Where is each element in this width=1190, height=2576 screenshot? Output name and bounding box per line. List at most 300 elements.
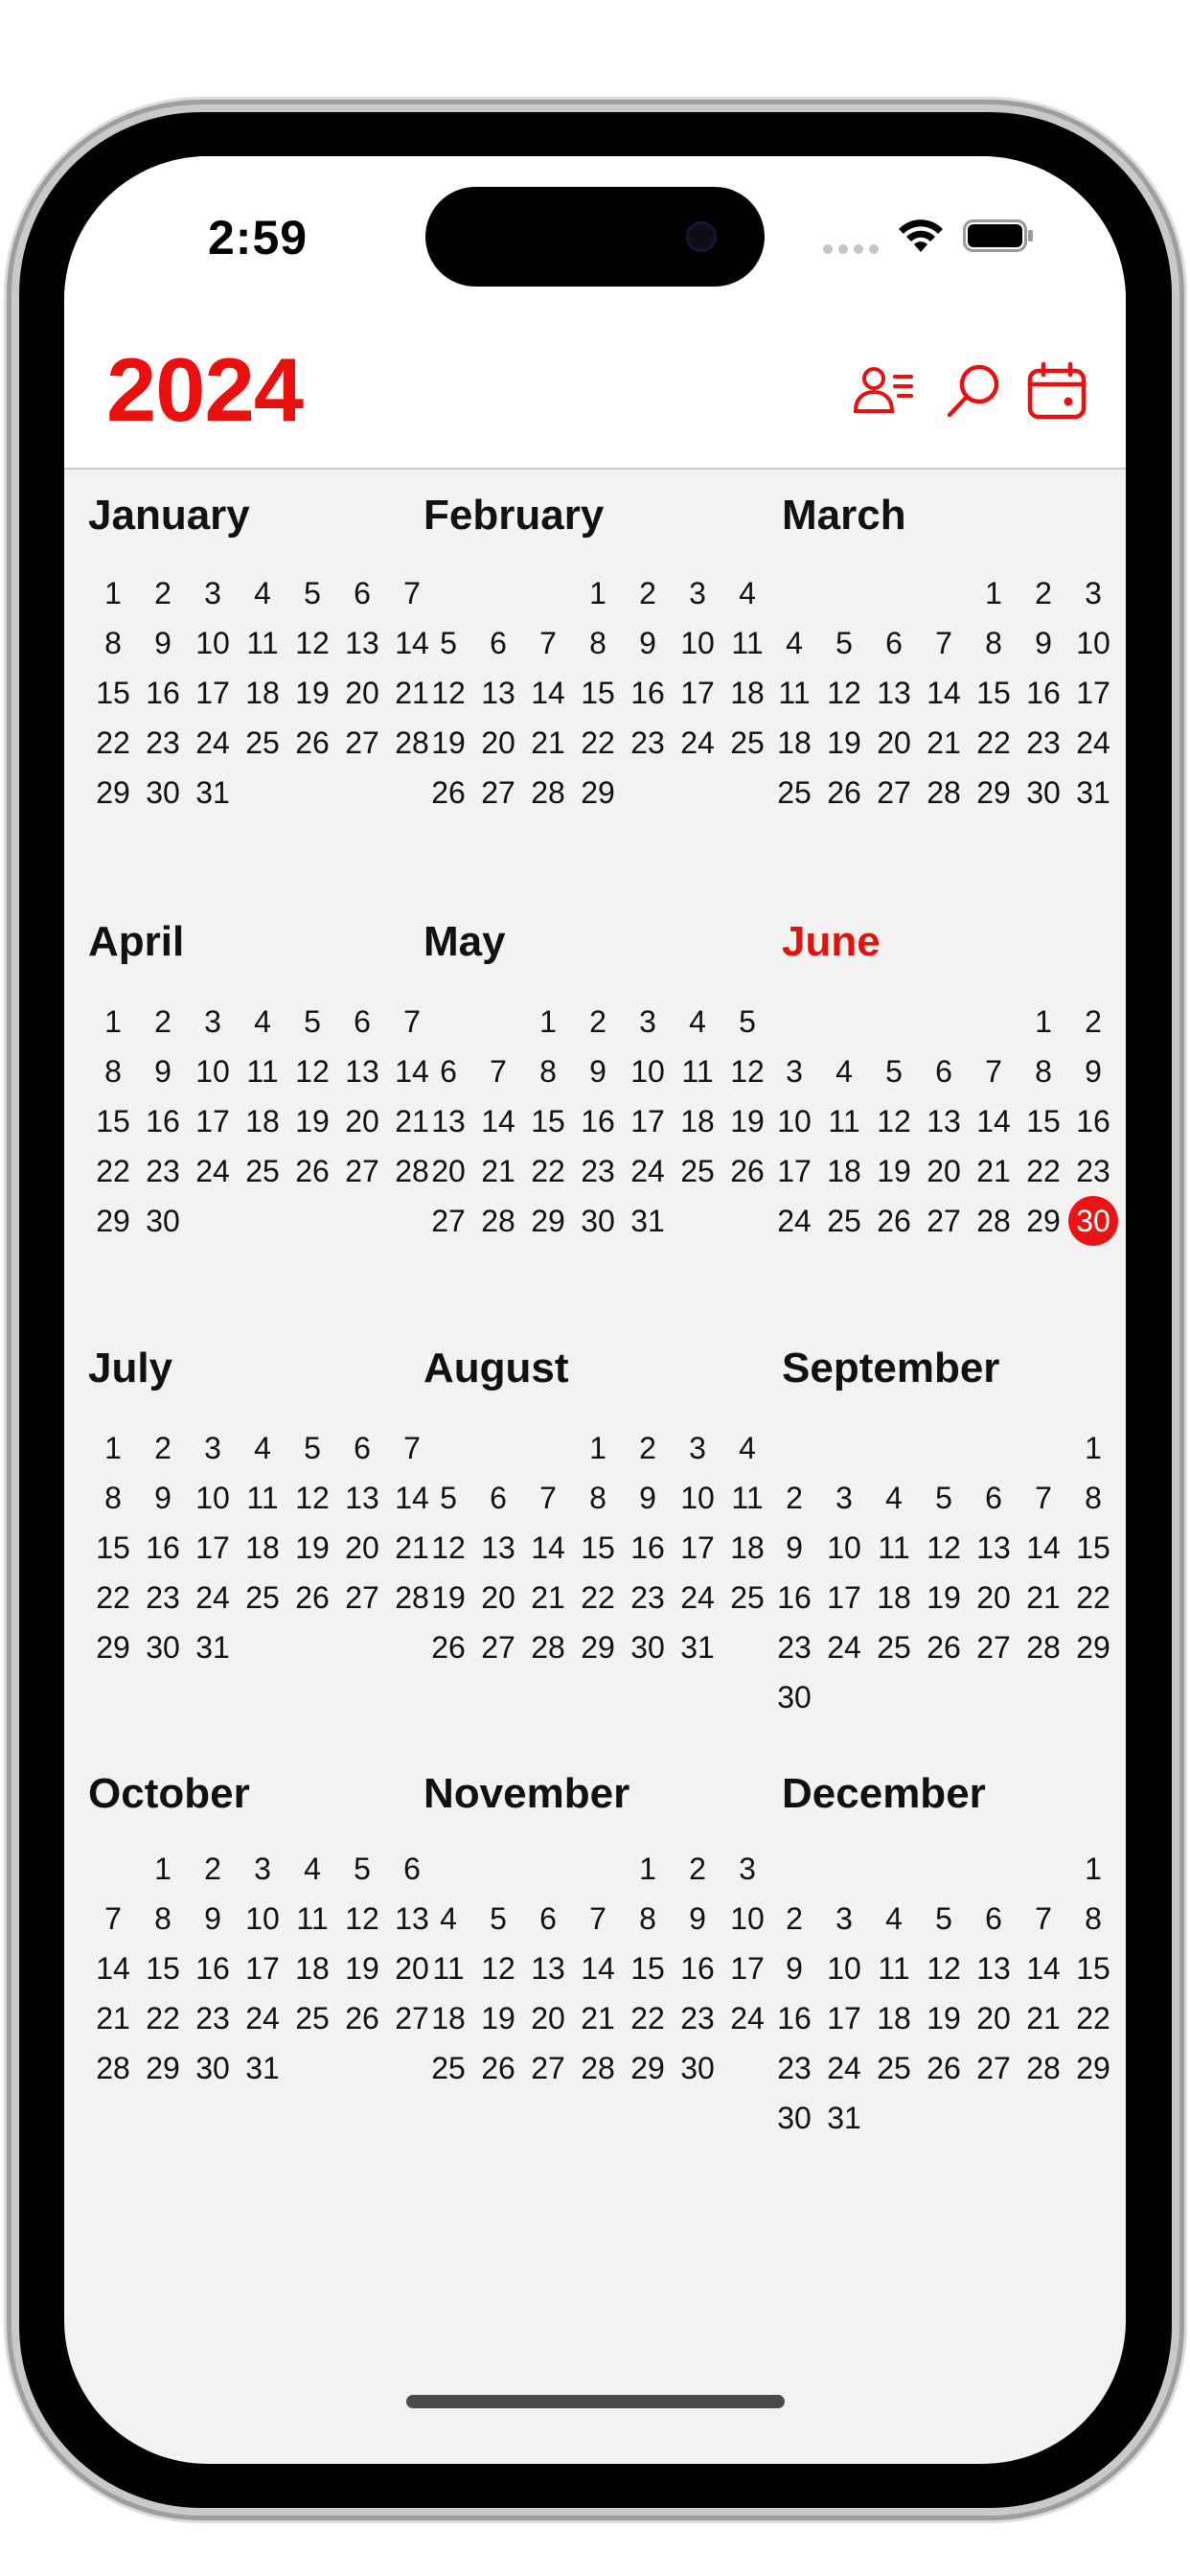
day-cell[interactable]: 3 — [204, 1003, 221, 1039]
day-cell[interactable]: 17 — [680, 675, 715, 710]
day-cell[interactable]: 17 — [827, 1579, 861, 1615]
day-cell[interactable]: 11 — [778, 675, 811, 710]
day-cell[interactable]: 18 — [777, 724, 812, 760]
day-cell[interactable]: 1 — [104, 1003, 122, 1039]
day-cell[interactable]: 11 — [731, 1480, 764, 1515]
day-cell[interactable]: 20 — [976, 1579, 1011, 1615]
day-cell[interactable]: 29 — [96, 1629, 130, 1665]
day-cell[interactable]: 1 — [589, 575, 606, 610]
day-cell[interactable]: 28 — [481, 1203, 515, 1238]
month-title[interactable]: September — [782, 1345, 1000, 1392]
day-cell[interactable]: 31 — [827, 2100, 861, 2135]
day-cell[interactable]: 29 — [581, 1629, 615, 1665]
day-cell[interactable]: 20 — [877, 724, 911, 760]
day-cell[interactable]: 3 — [254, 1851, 271, 1886]
day-cell[interactable]: 23 — [146, 1579, 180, 1615]
day-cell[interactable]: 29 — [1076, 2050, 1110, 2085]
day-cell[interactable]: 28 — [531, 1629, 565, 1665]
day-cell[interactable]: 7 — [490, 1053, 507, 1089]
day-cell[interactable]: 13 — [877, 675, 911, 710]
day-cell[interactable]: 31 — [195, 1629, 230, 1665]
day-cell[interactable]: 31 — [1076, 774, 1110, 810]
day-cell[interactable]: 3 — [739, 1851, 756, 1886]
day-cell[interactable]: 1 — [104, 575, 122, 610]
day-cell[interactable]: 5 — [440, 1480, 457, 1515]
day-cell[interactable]: 2 — [154, 575, 172, 610]
day-cell[interactable]: 15 — [581, 1530, 615, 1565]
day-cell[interactable]: 13 — [345, 625, 379, 660]
day-cell[interactable]: 7 — [104, 1900, 122, 1936]
day-cell[interactable]: 19 — [295, 675, 330, 710]
day-cell[interactable]: 19 — [431, 724, 466, 760]
day-cell[interactable]: 3 — [835, 1480, 853, 1515]
day-cell[interactable]: 25 — [730, 724, 765, 760]
day-cell[interactable]: 1 — [539, 1003, 557, 1039]
day-cell[interactable]: 24 — [1076, 724, 1110, 760]
day-cell[interactable]: 25 — [877, 2050, 911, 2085]
day-cell[interactable]: 20 — [481, 724, 515, 760]
day-cell[interactable]: 5 — [739, 1003, 756, 1039]
day-cell[interactable]: 27 — [976, 1629, 1011, 1665]
day-cell[interactable]: 13 — [531, 1950, 565, 1986]
day-cell[interactable]: 9 — [154, 1480, 172, 1515]
day-cell[interactable]: 31 — [195, 774, 230, 810]
day-cell[interactable]: 15 — [1076, 1950, 1110, 1986]
day-cell[interactable]: 27 — [345, 724, 379, 760]
day-cell[interactable]: 27 — [395, 2000, 429, 2036]
day-cell[interactable]: 8 — [589, 625, 606, 660]
day-cell[interactable]: 8 — [1085, 1480, 1102, 1515]
day-cell[interactable]: 15 — [96, 1530, 130, 1565]
day-cell[interactable]: 16 — [630, 675, 665, 710]
day-cell[interactable]: 29 — [581, 774, 615, 810]
day-cell[interactable]: 4 — [254, 575, 271, 610]
day-cell[interactable]: 12 — [827, 675, 861, 710]
day-cell[interactable]: 1 — [589, 1430, 606, 1465]
day-cell[interactable]: 14 — [395, 625, 429, 660]
day-cell[interactable]: 11 — [246, 1053, 279, 1089]
day-cell[interactable]: 11 — [296, 1900, 329, 1936]
day-cell[interactable]: 27 — [345, 1153, 379, 1188]
day-cell[interactable]: 17 — [1076, 675, 1110, 710]
day-cell[interactable]: 26 — [295, 724, 330, 760]
day-cell[interactable]: 2 — [639, 575, 656, 610]
day-cell[interactable]: 4 — [304, 1851, 321, 1886]
day-cell[interactable]: 25 — [245, 1153, 280, 1188]
day-cell[interactable]: 6 — [354, 1430, 371, 1465]
day-cell[interactable]: 11 — [878, 1530, 910, 1565]
day-cell[interactable]: 20 — [345, 675, 379, 710]
day-cell[interactable]: 4 — [739, 1430, 756, 1465]
day-cell[interactable]: 10 — [195, 1053, 230, 1089]
day-cell[interactable]: 11 — [878, 1950, 910, 1986]
day-cell[interactable]: 6 — [490, 1480, 507, 1515]
day-cell[interactable]: 3 — [835, 1900, 853, 1936]
day-cell[interactable]: 13 — [976, 1530, 1011, 1565]
day-cell[interactable]: 28 — [531, 774, 565, 810]
day-cell[interactable]: 19 — [481, 2000, 515, 2036]
day-cell[interactable]: 1 — [985, 575, 1002, 610]
day-cell[interactable]: 10 — [777, 1103, 812, 1138]
day-cell[interactable]: 28 — [927, 774, 961, 810]
day-cell[interactable]: 20 — [481, 1579, 515, 1615]
day-cell[interactable]: 27 — [345, 1579, 379, 1615]
day-cell[interactable]: 28 — [1026, 2050, 1061, 2085]
day-cell[interactable]: 17 — [195, 1530, 230, 1565]
day-cell[interactable]: 19 — [295, 1103, 330, 1138]
day-cell[interactable]: 20 — [431, 1153, 466, 1188]
day-cell[interactable]: 19 — [927, 1579, 961, 1615]
day-cell[interactable]: 3 — [689, 1430, 706, 1465]
month-title[interactable]: August — [423, 1345, 569, 1392]
day-cell[interactable]: 3 — [204, 1430, 221, 1465]
day-cell[interactable]: 21 — [581, 2000, 615, 2036]
day-cell[interactable]: 15 — [531, 1103, 565, 1138]
day-cell[interactable]: 6 — [935, 1053, 952, 1089]
day-cell[interactable]: 22 — [581, 724, 615, 760]
day-cell[interactable]: 2 — [639, 1430, 656, 1465]
day-cell[interactable]: 15 — [630, 1950, 665, 1986]
day-cell[interactable]: 12 — [345, 1900, 379, 1936]
day-cell[interactable]: 21 — [395, 1103, 429, 1138]
day-cell[interactable]: 24 — [630, 1153, 665, 1188]
day-cell[interactable]: 18 — [431, 2000, 466, 2036]
day-cell[interactable]: 13 — [431, 1103, 466, 1138]
day-cell[interactable]: 10 — [680, 625, 715, 660]
day-cell[interactable]: 28 — [1026, 1629, 1061, 1665]
day-cell[interactable]: 12 — [927, 1950, 961, 1986]
day-cell[interactable]: 17 — [195, 675, 230, 710]
day-cell[interactable]: 8 — [589, 1480, 606, 1515]
day-cell[interactable]: 13 — [481, 675, 515, 710]
calendar-icon[interactable] — [1026, 361, 1087, 423]
day-cell[interactable]: 27 — [877, 774, 911, 810]
day-cell[interactable]: 22 — [976, 724, 1011, 760]
day-cell[interactable]: 7 — [403, 1430, 421, 1465]
day-cell[interactable]: 29 — [96, 774, 130, 810]
day-cell[interactable]: 3 — [639, 1003, 656, 1039]
day-cell[interactable]: 13 — [976, 1950, 1011, 1986]
day-cell[interactable]: 9 — [589, 1053, 606, 1089]
day-cell[interactable]: 29 — [976, 774, 1011, 810]
day-cell[interactable]: 29 — [1026, 1203, 1061, 1238]
day-cell[interactable]: 21 — [96, 2000, 130, 2036]
action-button[interactable] — [10, 575, 19, 680]
day-cell[interactable]: 22 — [630, 2000, 665, 2036]
day-cell[interactable]: 10 — [827, 1530, 861, 1565]
day-cell[interactable]: 16 — [1076, 1103, 1110, 1138]
day-cell[interactable]: 2 — [154, 1430, 172, 1465]
day-cell[interactable]: 28 — [395, 724, 429, 760]
day-cell[interactable]: 17 — [630, 1103, 665, 1138]
day-cell[interactable]: 31 — [680, 1629, 715, 1665]
day-cell[interactable]: 22 — [1076, 2000, 1110, 2036]
day-cell[interactable]: 17 — [195, 1103, 230, 1138]
day-cell[interactable]: 30 — [581, 1203, 615, 1238]
search-icon[interactable] — [943, 361, 1004, 423]
day-cell[interactable]: 17 — [777, 1153, 812, 1188]
day-cell[interactable]: 31 — [245, 2050, 280, 2085]
day-cell[interactable]: 2 — [1035, 575, 1052, 610]
day-cell[interactable]: 4 — [786, 625, 803, 660]
day-cell[interactable]: 5 — [885, 1053, 903, 1089]
day-cell[interactable]: 23 — [777, 2050, 812, 2085]
day-cell[interactable]: 5 — [490, 1900, 507, 1936]
day-cell[interactable]: 28 — [976, 1203, 1011, 1238]
day-cell[interactable]: 24 — [777, 1203, 812, 1238]
day-cell[interactable]: 9 — [689, 1900, 706, 1936]
day-cell[interactable]: 26 — [827, 774, 861, 810]
day-cell[interactable]: 25 — [245, 724, 280, 760]
power-button[interactable] — [1171, 882, 1180, 1169]
day-cell[interactable]: 14 — [1026, 1530, 1061, 1565]
day-cell[interactable]: 26 — [927, 2050, 961, 2085]
day-cell[interactable]: 8 — [154, 1900, 172, 1936]
day-cell[interactable]: 4 — [739, 575, 756, 610]
day-cell[interactable]: 18 — [245, 675, 280, 710]
day-cell[interactable]: 27 — [927, 1203, 961, 1238]
day-cell[interactable]: 19 — [345, 1950, 379, 1986]
day-cell[interactable]: 25 — [877, 1629, 911, 1665]
day-cell[interactable]: 22 — [146, 2000, 180, 2036]
day-cell[interactable]: 17 — [730, 1950, 765, 1986]
day-cell[interactable]: 24 — [680, 1579, 715, 1615]
day-cell[interactable]: 15 — [146, 1950, 180, 1986]
day-cell[interactable]: 21 — [1026, 1579, 1061, 1615]
day-cell[interactable]: 30 — [146, 774, 180, 810]
day-cell[interactable]: 16 — [777, 1579, 812, 1615]
day-cell[interactable]: 15 — [976, 675, 1011, 710]
day-cell[interactable]: 23 — [146, 724, 180, 760]
day-cell[interactable]: 14 — [481, 1103, 515, 1138]
month-title[interactable]: November — [423, 1770, 630, 1817]
day-cell[interactable]: 19 — [730, 1103, 765, 1138]
day-cell[interactable]: 11 — [246, 625, 279, 660]
day-cell[interactable]: 14 — [581, 1950, 615, 1986]
day-cell[interactable]: 13 — [395, 1900, 429, 1936]
day-cell[interactable]: 19 — [295, 1530, 330, 1565]
day-cell[interactable]: 20 — [345, 1530, 379, 1565]
day-cell[interactable]: 7 — [985, 1053, 1002, 1089]
day-cell[interactable]: 4 — [254, 1430, 271, 1465]
day-cell[interactable]: 5 — [354, 1851, 371, 1886]
day-cell[interactable]: 10 — [1076, 625, 1110, 660]
day-cell[interactable]: 29 — [630, 2050, 665, 2085]
day-cell[interactable]: 16 — [146, 675, 180, 710]
day-cell[interactable]: 28 — [395, 1153, 429, 1188]
day-cell[interactable]: 5 — [440, 625, 457, 660]
day-cell[interactable]: 4 — [885, 1900, 903, 1936]
day-cell[interactable]: 25 — [431, 2050, 466, 2085]
day-cell[interactable]: 2 — [786, 1480, 803, 1515]
day-cell[interactable]: 1 — [639, 1851, 656, 1886]
day-cell[interactable]: 24 — [195, 724, 230, 760]
day-cell[interactable]: 6 — [490, 625, 507, 660]
day-cell[interactable]: 30 — [1026, 774, 1061, 810]
day-cell[interactable]: 23 — [1026, 724, 1061, 760]
day-cell[interactable]: 18 — [877, 2000, 911, 2036]
day-cell[interactable]: 21 — [976, 1153, 1011, 1188]
day-cell[interactable]: 25 — [680, 1153, 715, 1188]
day-cell[interactable]: 25 — [730, 1579, 765, 1615]
day-cell[interactable]: 7 — [539, 1480, 557, 1515]
day-cell[interactable]: 19 — [927, 2000, 961, 2036]
day-cell[interactable]: 21 — [531, 724, 565, 760]
day-cell[interactable]: 6 — [539, 1900, 557, 1936]
day-cell[interactable]: 18 — [245, 1530, 280, 1565]
day-cell[interactable]: 10 — [630, 1053, 665, 1089]
day-cell[interactable]: 12 — [295, 625, 330, 660]
day-cell[interactable]: 1 — [154, 1851, 172, 1886]
day-cell[interactable]: 2 — [204, 1851, 221, 1886]
day-cell[interactable]: 3 — [689, 575, 706, 610]
day-cell[interactable]: 31 — [630, 1203, 665, 1238]
day-cell[interactable]: 10 — [827, 1950, 861, 1986]
day-cell[interactable]: 10 — [245, 1900, 280, 1936]
day-cell[interactable]: 15 — [1076, 1530, 1110, 1565]
day-cell[interactable]: 17 — [680, 1530, 715, 1565]
day-cell[interactable]: 24 — [245, 2000, 280, 2036]
home-indicator[interactable] — [406, 2395, 785, 2408]
day-cell[interactable]: 8 — [104, 625, 122, 660]
day-cell[interactable]: 26 — [877, 1203, 911, 1238]
day-cell[interactable]: 11 — [246, 1480, 279, 1515]
day-cell[interactable]: 20 — [395, 1950, 429, 1986]
day-cell[interactable]: 20 — [531, 2000, 565, 2036]
month-title[interactable]: February — [423, 492, 605, 539]
contacts-list-icon[interactable] — [853, 361, 914, 423]
day-cell[interactable]: 7 — [403, 1003, 421, 1039]
day-cell[interactable]: 2 — [689, 1851, 706, 1886]
day-cell[interactable]: 19 — [431, 1579, 466, 1615]
day-cell[interactable]: 2 — [589, 1003, 606, 1039]
day-cell[interactable]: 21 — [531, 1579, 565, 1615]
day-cell[interactable]: 9 — [786, 1950, 803, 1986]
day-cell[interactable]: 20 — [345, 1103, 379, 1138]
day-cell[interactable]: 13 — [345, 1053, 379, 1089]
day-cell[interactable]: 1 — [104, 1430, 122, 1465]
day-cell[interactable]: 8 — [104, 1480, 122, 1515]
day-cell[interactable]: 23 — [777, 1629, 812, 1665]
day-cell[interactable]: 7 — [589, 1900, 606, 1936]
day-cell[interactable]: 21 — [395, 675, 429, 710]
day-cell[interactable]: 18 — [730, 675, 765, 710]
day-cell[interactable]: 27 — [531, 2050, 565, 2085]
day-cell[interactable]: 6 — [985, 1480, 1002, 1515]
day-cell[interactable]: 29 — [96, 1203, 130, 1238]
year-title[interactable]: 2024 — [106, 339, 304, 440]
day-cell[interactable]: 15 — [96, 1103, 130, 1138]
day-cell[interactable]: 21 — [927, 724, 961, 760]
day-cell[interactable]: 26 — [431, 1629, 466, 1665]
day-cell[interactable]: 8 — [639, 1900, 656, 1936]
day-cell[interactable]: 23 — [630, 1579, 665, 1615]
day-cell[interactable]: 24 — [730, 2000, 765, 2036]
day-cell[interactable]: 12 — [431, 675, 466, 710]
day-cell[interactable]: 14 — [96, 1950, 130, 1986]
day-cell[interactable]: 16 — [630, 1530, 665, 1565]
day-cell[interactable]: 6 — [354, 1003, 371, 1039]
day-cell[interactable]: 25 — [245, 1579, 280, 1615]
day-cell[interactable]: 8 — [539, 1053, 557, 1089]
day-cell[interactable]: 8 — [1085, 1900, 1102, 1936]
day-cell[interactable]: 17 — [827, 2000, 861, 2036]
day-cell[interactable]: 4 — [885, 1480, 903, 1515]
day-cell[interactable]: 6 — [985, 1900, 1002, 1936]
month-title[interactable]: December — [782, 1770, 986, 1817]
day-cell[interactable]: 18 — [680, 1103, 715, 1138]
month-title[interactable]: October — [88, 1770, 250, 1817]
volume-up-button[interactable] — [10, 757, 19, 939]
day-cell[interactable]: 12 — [431, 1530, 466, 1565]
day-cell[interactable]: 10 — [730, 1900, 765, 1936]
day-cell[interactable]: 8 — [985, 625, 1002, 660]
day-cell[interactable]: 20 — [927, 1153, 961, 1188]
day-cell[interactable]: 26 — [295, 1579, 330, 1615]
day-cell[interactable]: 23 — [195, 2000, 230, 2036]
day-cell[interactable]: 8 — [104, 1053, 122, 1089]
day-cell[interactable]: 4 — [835, 1053, 853, 1089]
day-cell[interactable]: 11 — [731, 625, 764, 660]
day-cell[interactable]: 18 — [245, 1103, 280, 1138]
day-cell[interactable]: 5 — [304, 1430, 321, 1465]
day-cell[interactable]: 1 — [1085, 1430, 1102, 1465]
day-cell[interactable]: 14 — [395, 1053, 429, 1089]
day-cell[interactable]: 24 — [680, 724, 715, 760]
day-cell[interactable]: 18 — [877, 1579, 911, 1615]
day-cell[interactable]: 6 — [403, 1851, 421, 1886]
day-cell[interactable]: 7 — [935, 625, 952, 660]
day-cell[interactable]: 22 — [581, 1579, 615, 1615]
day-cell[interactable]: 15 — [581, 675, 615, 710]
day-cell[interactable]: 28 — [395, 1579, 429, 1615]
day-cell[interactable]: 22 — [1026, 1153, 1061, 1188]
day-cell[interactable]: 22 — [531, 1153, 565, 1188]
day-cell[interactable]: 25 — [827, 1203, 861, 1238]
day-cell[interactable]: 7 — [403, 575, 421, 610]
day-cell[interactable]: 16 — [680, 1950, 715, 1986]
day-cell[interactable]: 23 — [1076, 1153, 1110, 1188]
day-cell[interactable]: 4 — [440, 1900, 457, 1936]
day-cell[interactable]: 23 — [581, 1153, 615, 1188]
day-cell[interactable]: 16 — [146, 1530, 180, 1565]
day-cell[interactable]: 14 — [1026, 1950, 1061, 1986]
day-cell[interactable]: 30 — [630, 1629, 665, 1665]
day-cell[interactable]: 2 — [786, 1900, 803, 1936]
day-cell[interactable]: 16 — [777, 2000, 812, 2036]
day-cell[interactable]: 10 — [680, 1480, 715, 1515]
day-cell[interactable]: 23 — [680, 2000, 715, 2036]
day-cell[interactable]: 30 — [195, 2050, 230, 2085]
day-cell[interactable]: 1 — [1085, 1851, 1102, 1886]
day-cell[interactable]: 21 — [395, 1530, 429, 1565]
day-cell[interactable]: 8 — [1035, 1053, 1052, 1089]
day-cell[interactable]: 9 — [1035, 625, 1052, 660]
month-title[interactable]: April — [88, 918, 185, 965]
day-cell[interactable]: 7 — [1035, 1480, 1052, 1515]
day-cell[interactable]: 26 — [295, 1153, 330, 1188]
day-cell[interactable]: 30 — [146, 1203, 180, 1238]
day-cell[interactable]: 24 — [827, 1629, 861, 1665]
day-cell[interactable]: 29 — [531, 1203, 565, 1238]
day-cell[interactable]: 20 — [976, 2000, 1011, 2036]
day-cell-today[interactable]: 30 — [1068, 1196, 1118, 1246]
day-cell[interactable]: 5 — [304, 1003, 321, 1039]
day-cell[interactable]: 29 — [146, 2050, 180, 2085]
day-cell[interactable]: 18 — [295, 1950, 330, 1986]
day-cell[interactable]: 12 — [927, 1530, 961, 1565]
day-cell[interactable]: 14 — [927, 675, 961, 710]
